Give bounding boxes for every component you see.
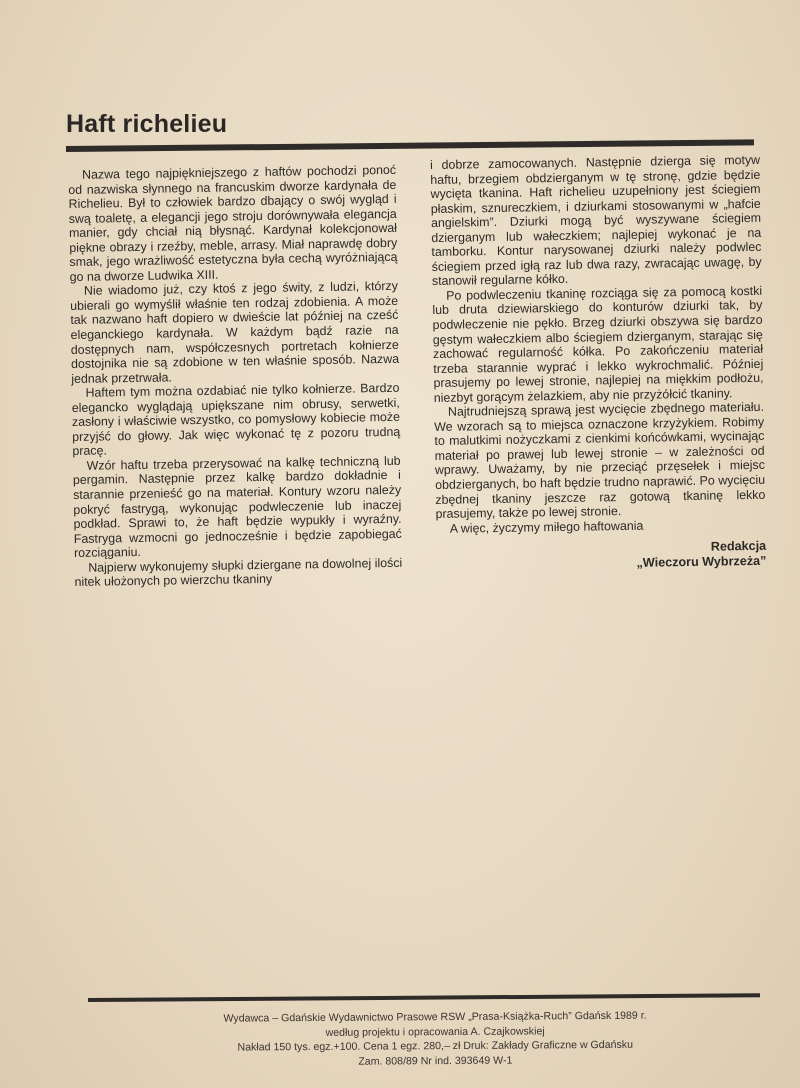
imprint-print-info: Nakład 150 tys. egz.+100. Cena 1 egz. 280,– zł Druk: Zakłady Graficzne w Gdańsku bbox=[237, 1038, 633, 1054]
paragraph: i dobrze zamocowanych. Następnie dzierga się motyw haftu, brzegiem obdzierganym w tę stronę, gdzie będzie wycięta tkanina. Haft richelieu uzupełniony jest ściegiem płaskim, sznureczkiem, i dziurkami stosowanymi w „hafcie angielskim”. Dziurki mogą być wyszywane ściegiem dzierganym lub wałeczkiem; najlepiej wykonać je na tamborku. Kontur narysowanej dziurki należy podwlec ściegiem przed igłą raz lub dwa razy, zwracając uwagę, by stanowił regularne kółko. bbox=[430, 152, 762, 289]
right-column bbox=[430, 153, 766, 574]
signature-publication: „Wieczoru Wybrzeża” bbox=[636, 553, 767, 571]
signature-editorial: Redakcja bbox=[710, 538, 767, 554]
page-title: Haft richelieu bbox=[66, 110, 228, 138]
signature bbox=[436, 539, 766, 574]
paragraph: Po podwleczeniu tkaninę rozciąga się za pomocą kostki lub druta dziewiarskiego do konturów dziurki tak, by podwleczenie nie pękło. Brzeg dziurki obszywa się bardzo gęstym wałeczkiem albo ściegiem dzierganym, starając się zachować regularność kółka. Po zakończeniu materiał trzeba starannie wyprać i lekko wykrochmalić. Później prasujemy po lewej stronie, najlepiej na miękkim podłożu, niezbyt gorącym żelazkiem, aby nie przyżółcić tkaniny. bbox=[432, 283, 764, 405]
paragraph: Nie wiadomo już, czy ktoś z jego świty, z ludzi, którzy ubierali go wymyślił właśnie ten rodzaj zdobienia. A może tak nazwano haft dopiero w dwieście lat później na cześć eleganckiego kardynała. W każdym bądź razie na dostępnych nam, współczesnych portretach kołnierze dostojnika nie są zdobione w ten właśnie sposób. Nazwa jednak przetrwała. bbox=[70, 279, 400, 386]
imprint-publisher: Wydawca – Gdańskie Wydawnictwo Prasowe RSW „Prasa-Książka-Ruch” Gdańsk 1989 r. bbox=[223, 1009, 647, 1025]
imprint-order-number: Zam. 808/89 Nr ind. 393649 W-1 bbox=[358, 1054, 513, 1068]
paragraph: A więc, życzymy miłego haftowania bbox=[449, 518, 644, 536]
paragraph: Haftem tym można ozdabiać nie tylko kołnierze. Bardzo elegancko wyglądają upiększane nim obrusy, serwetki, zasłony i właściwie wszystko, co pomysłowy kobiecie może przyjść do głowy. Jak więc wykonać tę z pozoru trudną pracę. bbox=[71, 381, 401, 459]
paragraph: Nazwa tego najpiękniejszego z haftów pochodzi ponoć od nazwiska słynnego na francuskim dworze kardynała de Richelieu. Był to człowiek bardzo dbający o swój wygląd i swą toaletę, a elegancji jego stroju dorównywała elegancja manier, gdy chciał nią błysnąć. Kardynał kolekcjonował piękne obrazy i rzeźby, meble, arrasy. Miał naprawdę dobry smak, jego wrażliwość estetyczna była cechą wyróżniającą go na dworze Ludwika XIII. bbox=[68, 162, 398, 284]
imprint bbox=[170, 1008, 700, 1070]
paragraph: Wzór haftu trzeba przerysować na kalkę techniczną lub pergamin. Następnie przez kalkę bardzo dokładnie i starannie przenieść go na materiał. Kontury wzoru należy pokryć fastrygą, wykonując podwleczenie lub inaczej podkład. Sprawi to, że haft będzie wypukły i wyraźny. Fastryga wzmocni go jednocześnie i będzie zapobiegać rozciąganiu. bbox=[72, 453, 402, 561]
paragraph: Najtrudniejszą sprawą jest wycięcie zbędnego materiału. We wzorach są to miejsca oznaczone krzyżykiem. Robimy to malutkimi nożyczkami z cienkimi końcówkami, wycinając materiał po prawej lub lewej stronie – w zależności od wprawy. Uważamy, by nie przeciąć przęsełek i miejsc obdzierganych, bo haft będzie trudno naprawić. Po wycięciu zbędnej tkaniny jeszcze raz gotową tkaninę lekko prasujemy, także po lewej stronie. bbox=[434, 400, 766, 522]
paragraph: Najpierw wykonujemy słupki dziergane na dowolnej ilości nitek ułożonych po wierzchu tkaniny bbox=[74, 555, 403, 590]
left-column bbox=[68, 163, 403, 590]
imprint-author: według projektu i opracowania A. Czajkowskiej bbox=[325, 1024, 545, 1039]
